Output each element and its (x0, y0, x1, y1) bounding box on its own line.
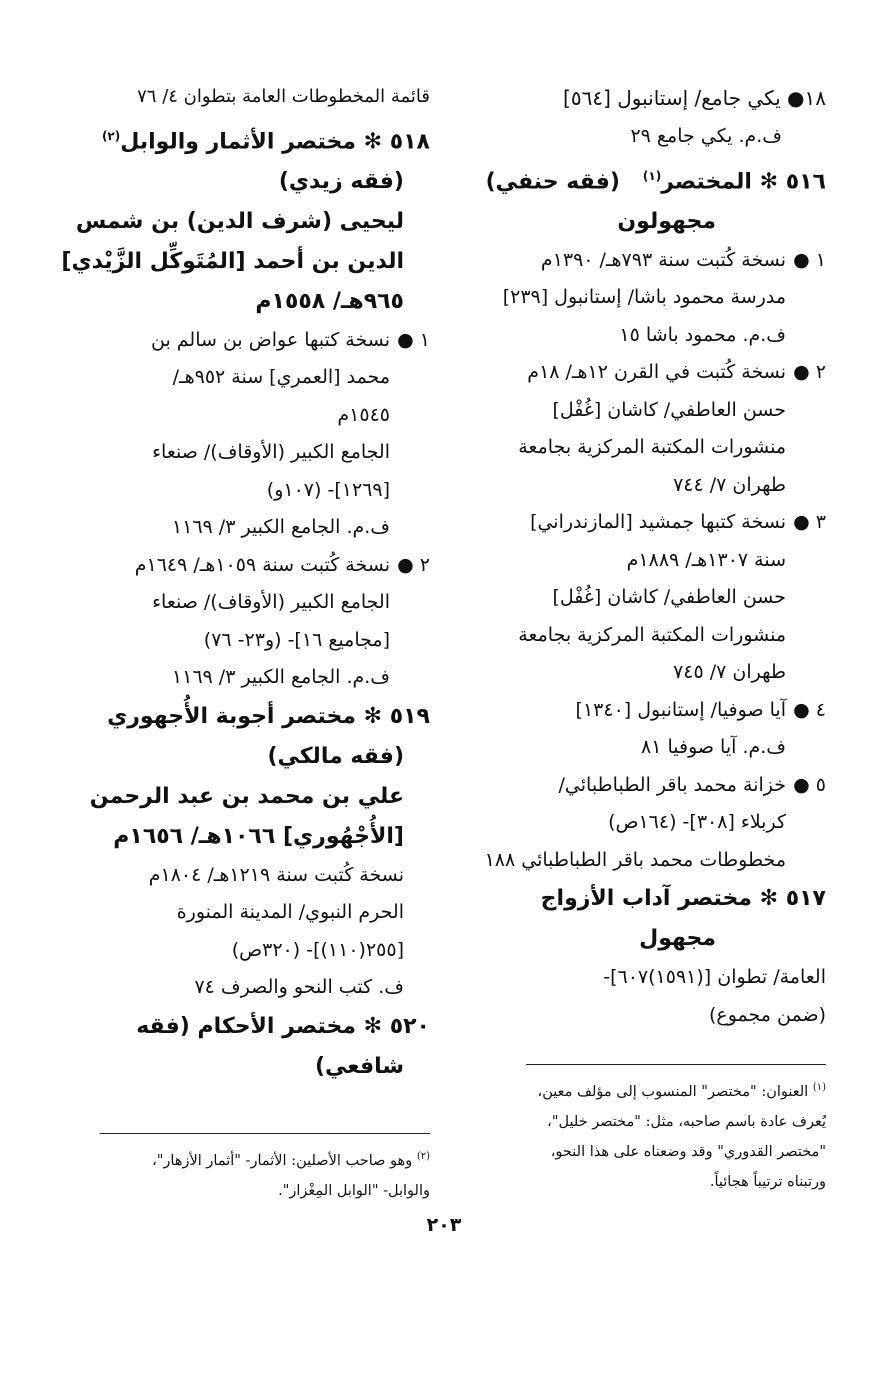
entry-514-ref: ف.م. يكي جامع ٢٩ (630, 125, 782, 147)
entry-518-title: ٥١٨ ✻ مختصر الأثمار والوابل (120, 128, 430, 154)
copy-line: ف.م. الجامع الكبير ٣/ ١١٦٩ (171, 516, 390, 539)
entry-517-title: ٥١٧ ✻ مختصر آداب الأزواج (540, 886, 826, 912)
footnote-right-line-1: العنوان: "مختصر" المنسوب إلى مؤلف معين، (537, 1084, 809, 1101)
copy-number: ١ ● (397, 328, 430, 351)
running-head: قائمة المخطوطات العامة بتطوان ٤/ ٧٦ (137, 86, 430, 107)
entry-518-author-1: ليحيى (شرف الدين) بن شمس (75, 208, 404, 234)
copy-item (100, 547, 430, 697)
footnote-left-line-2: والوابل- "الوابل المِغْزار". (278, 1182, 430, 1199)
copy-line: ف.م. الجامع الكبير ٣/ ١١٦٩ (171, 666, 390, 689)
entry-520-genre: شافعي) (314, 1053, 404, 1079)
copy-line: خزانة محمد باقر الطباطبائي/ (558, 773, 786, 796)
copy-line: محمد [العمري] سنة ٩٥٢هـ/ (172, 366, 390, 389)
copy-line: آيا صوفيا/ إستانبول [١٣٤٠] (575, 698, 786, 721)
entry-517-line-2: (ضمن مجموع) (708, 1003, 826, 1026)
footnote-left-line-1: وهو صاحب الأصلين: الأثمار- "أثمار الأزهار"، (152, 1152, 413, 1169)
entry-519-title: ٥١٩ ✻ مختصر أجوبة الأُجهوري (107, 703, 430, 729)
right-column (484, 78, 826, 1197)
copy-item (484, 767, 826, 880)
entry-516-author: مجهولون (617, 208, 716, 234)
copy-item (496, 504, 826, 692)
entry-514-title: ١٨● يكي جامع/ إستانبول [٥٦٤] (563, 86, 826, 110)
copy-line: الجامع الكبير (الأوقاف)/ صنعاء (152, 591, 390, 614)
copy-number: ٣ ● (793, 511, 826, 534)
copy-line: ١٥٤٥م (337, 403, 390, 426)
entry-518-heading (100, 116, 430, 162)
page-number: ٢٠٣ (426, 1214, 462, 1236)
entry-516-title: ٥١٦ ✻ المختصر (661, 168, 826, 194)
footnote-right-line-4: ورتبناه ترتيباً هجائياً. (709, 1174, 826, 1191)
footnote-left (100, 1142, 430, 1206)
footnote-marker-1: (١) (642, 168, 662, 183)
copy-line: حسن العاطفي/ كاشان [غُفْل] (552, 586, 786, 609)
entry-519-author-1: علي بن محمد بن عبد الرحمن (89, 783, 404, 809)
entry-519-line-1: نسخة كُتبت سنة ١٢١٩هـ/ ١٨٠٤م (148, 863, 404, 886)
copy-number: ٤ ● (793, 698, 826, 721)
copy-number: ٥ ● (793, 773, 826, 796)
entry-519-line-4: ف. كتب النحو والصرف ٧٤ (194, 976, 404, 999)
copy-line: نسخة كُتبت في القرن ١٢هـ/ ١٨م (527, 361, 786, 384)
entry-519-author-2: [الأُجْهُوري] ١٠٦٦هـ/ ١٦٥٦م (113, 823, 404, 849)
footnote-right-line-2: يُعرف عادة باسم صاحبه، مثل: "مختصر خليل"، (547, 1114, 826, 1131)
entry-516-copies (484, 242, 826, 880)
copy-number: ١ ● (793, 248, 826, 271)
copy-line: طهران ٧/ ٧٤٤ (673, 473, 786, 496)
copy-line: نسخة كتبها عواض بن سالم بن (151, 328, 390, 351)
entry-516-genre: (فقه حنفي) (485, 168, 620, 194)
footnote-separator-right (526, 1064, 826, 1065)
footnote-left-mark: (٢) (416, 1150, 430, 1162)
entry-518-genre: (فقه زيدي) (278, 168, 404, 194)
left-column (61, 78, 430, 1206)
copy-line: نسخة كُتبت سنة ٧٩٣هـ/ ١٣٩٠م (540, 248, 786, 271)
copy-item (100, 322, 430, 547)
copy-line: [١٢٦٩]- (١٠٧و) (266, 478, 390, 501)
copy-line: حسن العاطفي/ كاشان [غُفْل] (552, 398, 786, 421)
copy-line: نسخة كتبها جمشيد [المازندراني] (530, 511, 786, 534)
footnote-right-mark: (١) (812, 1082, 826, 1094)
copy-item (496, 242, 826, 355)
entry-518-copies (100, 322, 430, 697)
footnote-separator-left (100, 1133, 430, 1134)
copy-line: [مجاميع ١٦]- (و٢٣- ٧٦) (203, 628, 390, 651)
entry-518-author-3: ٩٦٥هـ/ ١٥٥٨م (255, 288, 404, 314)
entry-517-author: مجهول (639, 926, 716, 952)
copy-line: ف.م. آيا صوفيا ٨١ (641, 736, 786, 759)
copy-line: الجامع الكبير (الأوقاف)/ صنعاء (152, 441, 390, 464)
copy-number: ٢ ● (793, 361, 826, 384)
copy-line: مخطوطات محمد باقر الطباطبائي ١٨٨ (484, 848, 786, 871)
copy-line: ف.م. محمود باشا ١٥ (619, 323, 786, 346)
entry-516-heading (485, 156, 826, 202)
entry-517-line-1: العامة/ تطوان [(١٥٩١)٦٠٧]- (603, 966, 826, 989)
footnote-right-line-3: "مختصر القدوري" وقد وضعناه على هذا النحو، (550, 1144, 826, 1161)
entry-518-author-2: الدين بن أحمد [المُتَوكِّل الزَّيْدي] (61, 248, 404, 274)
copy-item (496, 354, 826, 504)
entry-519-genre: (فقه مالكي) (267, 743, 404, 769)
footnote-right (496, 1073, 826, 1197)
copy-line: كربلاء [٣٠٨]- (١٦٤ص) (608, 811, 786, 834)
copy-line: نسخة كُتبت سنة ١٠٥٩هـ/ ١٦٤٩م (134, 553, 390, 576)
entry-519-line-2: الحرم النبوي/ المدينة المنورة (176, 901, 404, 924)
copy-number: ٢ ● (397, 553, 430, 576)
copy-line: منشورات المكتبة المركزية بجامعة (518, 436, 786, 459)
copy-line: سنة ١٣٠٧هـ/ ١٨٨٩م (626, 548, 786, 571)
copy-line: منشورات المكتبة المركزية بجامعة (518, 623, 786, 646)
entry-519-line-3: [٢٥٥(١١٠)]- (٣٢٠ص) (231, 938, 404, 961)
copy-line: مدرسة محمود باشا/ إستانبول [٢٣٩] (502, 286, 786, 309)
entry-520-title: ٥٢٠ ✻ مختصر الأحكام (فقه (136, 1013, 430, 1039)
copy-line: طهران ٧/ ٧٤٥ (673, 661, 786, 684)
footnote-marker-2: (٢) (101, 128, 121, 143)
copy-item (496, 692, 826, 767)
